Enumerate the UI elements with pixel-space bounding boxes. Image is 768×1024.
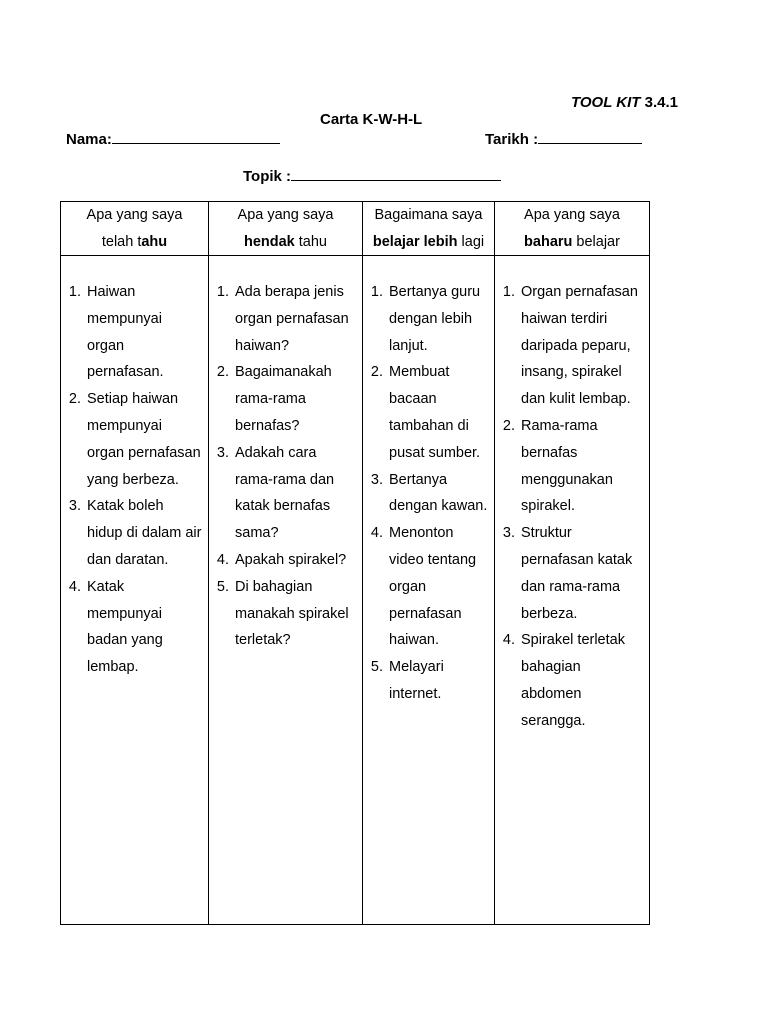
list-item: 2. Bagaimanakah rama-rama bernafas? xyxy=(233,359,356,439)
kwhl-table xyxy=(60,201,650,925)
list-item: 3. Adakah cara rama-rama dan katak bernafas sama? xyxy=(233,440,356,547)
list-item: 2. Setiap haiwan mempunyai organ pernafasan yang berbeza. xyxy=(85,386,202,493)
column-h-cell xyxy=(363,256,495,925)
column-header-k: Apa yang saya telah tahu xyxy=(61,202,209,256)
tarikh-label: Tarikh : xyxy=(485,131,539,148)
list-item: 4. Menonton video tentang organ pernafasan haiwan. xyxy=(387,520,488,654)
list-item: 1. Organ pernafasan haiwan terdiri daripada peparu, insang, spirakel dan kulit lembap. xyxy=(519,279,643,413)
topik-blank-line xyxy=(291,166,501,181)
tarikh-blank-line xyxy=(538,129,642,144)
content-row xyxy=(61,256,650,925)
list-item: 4. Katak mempunyai badan yang lembap. xyxy=(85,574,202,681)
tarikh-field xyxy=(485,129,642,148)
list-item: 4. Spirakel terletak bahagian abdomen serangga. xyxy=(519,627,643,734)
list-item: 1. Bertanya guru dengan lebih lanjut. xyxy=(387,279,488,359)
nama-label: Nama: xyxy=(66,131,112,148)
column-header-w: Apa yang saya hendak tahu xyxy=(209,202,363,256)
topik-field xyxy=(243,166,501,185)
nama-blank-line xyxy=(112,129,280,144)
column-k-cell xyxy=(61,256,209,925)
list-item: 5. Di bahagian manakah spirakel terletak? xyxy=(233,574,356,654)
list-k xyxy=(63,279,202,681)
list-item: 1. Haiwan mempunyai organ pernafasan. xyxy=(85,279,202,386)
toolkit-label: TOOL KIT 3.4.1 xyxy=(571,94,678,111)
list-item: 3. Katak boleh hidup di dalam air dan daratan. xyxy=(85,493,202,573)
list-item: 2. Membuat bacaan tambahan di pusat sumber. xyxy=(387,359,488,466)
list-item: 1. Ada berapa jenis organ pernafasan haiwan? xyxy=(233,279,356,359)
topik-label: Topik : xyxy=(243,168,292,185)
list-w xyxy=(211,279,356,654)
nama-field xyxy=(66,129,280,148)
list-item: 2. Rama-rama bernafas menggunakan spirakel. xyxy=(519,413,643,520)
list-item: 3. Bertanya dengan kawan. xyxy=(387,467,488,521)
list-item: 3. Struktur pernafasan katak dan rama-rama berbeza. xyxy=(519,520,643,627)
list-item: 4. Apakah spirakel? xyxy=(233,547,356,574)
chart-title: Carta K-W-H-L xyxy=(320,111,423,128)
column-w-cell xyxy=(209,256,363,925)
header-row xyxy=(61,202,650,256)
column-header-h: Bagaimana saya belajar lebih lagi xyxy=(363,202,495,256)
list-h xyxy=(365,279,488,708)
column-header-l: Apa yang saya baharu belajar xyxy=(495,202,650,256)
column-l-cell xyxy=(495,256,650,925)
list-l xyxy=(497,279,643,735)
list-item: 5. Melayari internet. xyxy=(387,654,488,708)
